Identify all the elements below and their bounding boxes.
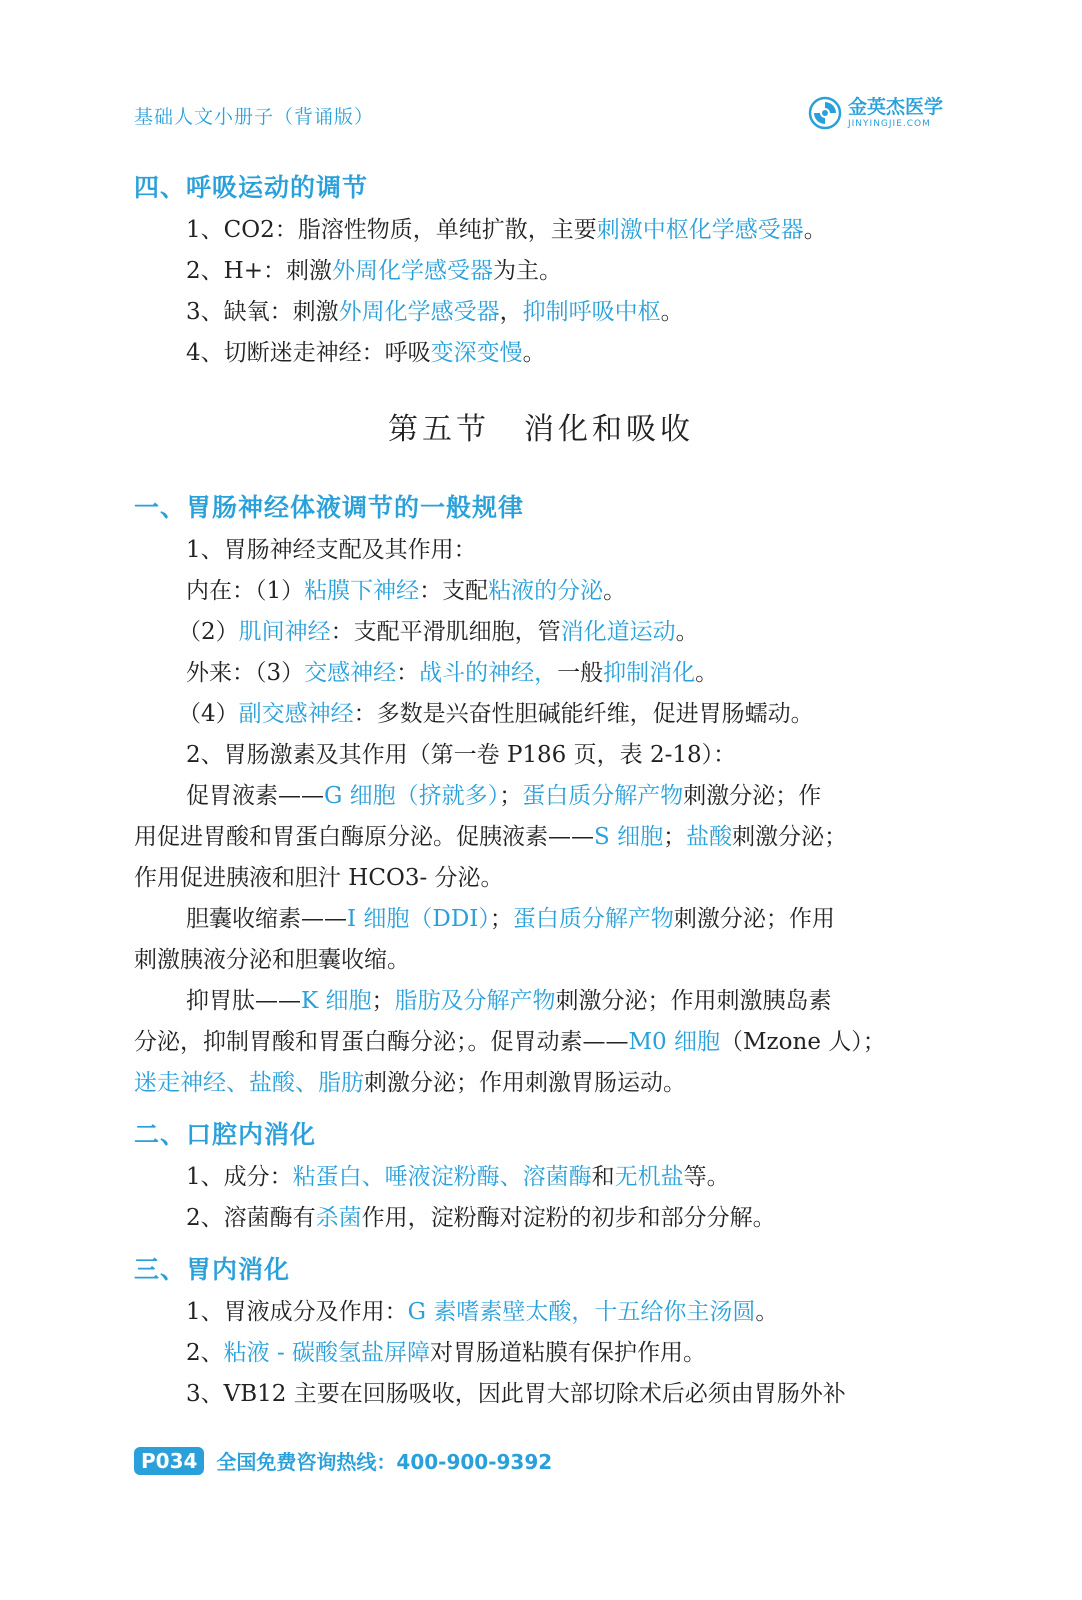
text: （4） <box>178 701 239 727</box>
text: 一般 <box>557 660 604 686</box>
text: ： <box>396 660 420 686</box>
text-line <box>186 333 976 374</box>
page-number: P034 <box>134 1447 204 1475</box>
text: ：支配 <box>419 578 489 604</box>
text-line <box>186 981 976 1022</box>
text: 对胃肠道粘膜有保护作用。 <box>430 1340 707 1366</box>
highlight: S 细胞 <box>594 824 664 850</box>
text: 。 <box>755 1299 779 1325</box>
text: 抑胃肽—— <box>186 988 301 1014</box>
text: 分泌，抑制胃酸和胃蛋白酶分泌；。促胃动素—— <box>134 1029 629 1055</box>
highlight: 蛋白质分解产物 <box>522 783 684 809</box>
highlight: 交感神经 <box>304 660 397 686</box>
highlight: 刺激中枢化学感受器 <box>596 217 804 243</box>
text: 刺激分泌；作用 <box>673 906 835 932</box>
text-line <box>186 292 976 333</box>
text: 和 <box>591 1164 615 1190</box>
highlight: 杀菌 <box>315 1205 362 1231</box>
text: 胆囊收缩素—— <box>186 906 347 932</box>
brand-name: 金英杰医学 <box>848 95 944 118</box>
text-line <box>186 653 976 694</box>
text: 刺激分泌；作用刺激胰岛素 <box>555 988 832 1014</box>
highlight: 粘蛋白、唾液淀粉酶、溶菌酶 <box>292 1164 592 1190</box>
text-line: 作用促进胰液和胆汁 HCO3- 分泌。 <box>134 865 504 891</box>
text-line: 刺激胰液分泌和胆囊收缩。 <box>134 947 410 973</box>
text-line <box>186 251 976 292</box>
text-line <box>186 1333 976 1374</box>
text: ； <box>499 783 523 809</box>
text: ； <box>663 824 687 850</box>
swirl-logo-icon <box>808 96 842 130</box>
highlight: I 细胞（DDI） <box>347 906 490 932</box>
text-line <box>178 612 968 653</box>
highlight: 粘液 - 碳酸氢盐屏障 <box>223 1340 431 1366</box>
brand <box>808 96 943 130</box>
text: 1、胃液成分及作用： <box>186 1299 408 1325</box>
text-line <box>178 694 968 735</box>
text: ：支配平滑肌细胞，管 <box>330 619 561 645</box>
text: 。 <box>660 299 684 325</box>
text-line <box>186 1292 976 1333</box>
text: ； <box>371 988 395 1014</box>
highlight: K 细胞 <box>301 988 372 1014</box>
text: 。 <box>522 340 546 366</box>
highlight: 脂肪及分解产物 <box>394 988 556 1014</box>
highlight: 变深变慢 <box>430 340 523 366</box>
text-line: 1、胃肠神经支配及其作用： <box>186 537 477 563</box>
text: 刺激分泌； <box>732 824 848 850</box>
section-heading: 一、胃肠神经体液调节的一般规律 <box>134 493 525 522</box>
highlight: 无机盐 <box>614 1164 684 1190</box>
text: 。 <box>675 619 699 645</box>
text: 促胃液素—— <box>186 783 324 809</box>
running-header-title: 基础人文小册子（背诵版） <box>134 106 375 128</box>
text: 2、H+：刺激 <box>186 258 332 284</box>
text: 4、切断迷走神经：呼吸 <box>186 340 431 366</box>
highlight: G 素嗜素壁太酸，十五给你主汤圆 <box>407 1299 756 1325</box>
text: （2） <box>178 619 239 645</box>
text: 2、 <box>186 1340 224 1366</box>
text-line: 2、胃肠激素及其作用（第一卷 P186 页，表 2-18）： <box>186 742 737 768</box>
text-line <box>186 210 976 251</box>
highlight: 粘膜下神经 <box>304 578 420 604</box>
text: ：多数是兴奋性胆碱能纤维，促进胃肠蠕动。 <box>353 701 814 727</box>
highlight: 外周化学感受器 <box>331 258 493 284</box>
text: 。 <box>803 217 827 243</box>
brand-url: JINYINGJIE.COM <box>848 118 931 129</box>
text: （Mzone 人）； <box>720 1029 886 1055</box>
text: 刺激分泌；作用刺激胃肠运动。 <box>364 1070 686 1096</box>
chapter-title: 第五节 消化和吸收 <box>388 412 694 447</box>
text: 为主。 <box>492 258 562 284</box>
highlight: 副交感神经 <box>238 701 354 727</box>
text: 外来：（3） <box>186 660 305 686</box>
text: 3、缺氧：刺激 <box>186 299 339 325</box>
text: 。 <box>603 578 627 604</box>
text-line <box>186 1198 976 1239</box>
highlight: M0 细胞 <box>628 1029 720 1055</box>
text: 1、CO2：脂溶性物质，单纯扩散，主要 <box>186 217 597 243</box>
footer <box>134 1446 552 1475</box>
text-line <box>134 1063 924 1104</box>
highlight: 肌间神经 <box>238 619 331 645</box>
highlight: 盐酸 <box>686 824 733 850</box>
text-line <box>134 817 924 858</box>
highlight: 外周化学感受器 <box>338 299 500 325</box>
highlight: 蛋白质分解产物 <box>512 906 674 932</box>
hotline: 全国免费咨询热线：400-900-9392 <box>216 1450 553 1474</box>
text: ， <box>499 299 523 325</box>
section-heading: 三、胃内消化 <box>134 1255 291 1284</box>
text-line: 3、VB12 主要在回肠吸收，因此胃大部切除术后必须由胃肠外补 <box>186 1381 846 1407</box>
highlight: 粘液的分泌 <box>488 578 604 604</box>
text-line <box>186 899 976 940</box>
highlight: 战斗的神经， <box>419 660 558 686</box>
highlight: 抑制呼吸中枢 <box>522 299 661 325</box>
highlight: 迷走神经、盐酸、脂肪 <box>134 1070 364 1096</box>
highlight: 抑制消化 <box>603 660 696 686</box>
section-heading: 四、呼吸运动的调节 <box>134 173 369 202</box>
text: 等。 <box>683 1164 730 1190</box>
text: 作用，淀粉酶对淀粉的初步和部分分解。 <box>361 1205 776 1231</box>
text: 1、成分： <box>186 1164 293 1190</box>
text: ； <box>489 906 513 932</box>
text-line <box>186 776 976 817</box>
text-line <box>186 571 976 612</box>
text-line <box>134 1022 924 1063</box>
highlight: G 细胞（挤就多） <box>324 783 500 809</box>
text: 。 <box>695 660 719 686</box>
section-heading: 二、口腔内消化 <box>134 1120 317 1149</box>
highlight: 消化道运动 <box>560 619 676 645</box>
text-line <box>186 1157 976 1198</box>
text: 用促进胃酸和胃蛋白酶原分泌。促胰液素—— <box>134 824 594 850</box>
text: 内在：（1） <box>186 578 305 604</box>
text: 刺激分泌；作 <box>683 783 822 809</box>
text: 2、溶菌酶有 <box>186 1205 316 1231</box>
